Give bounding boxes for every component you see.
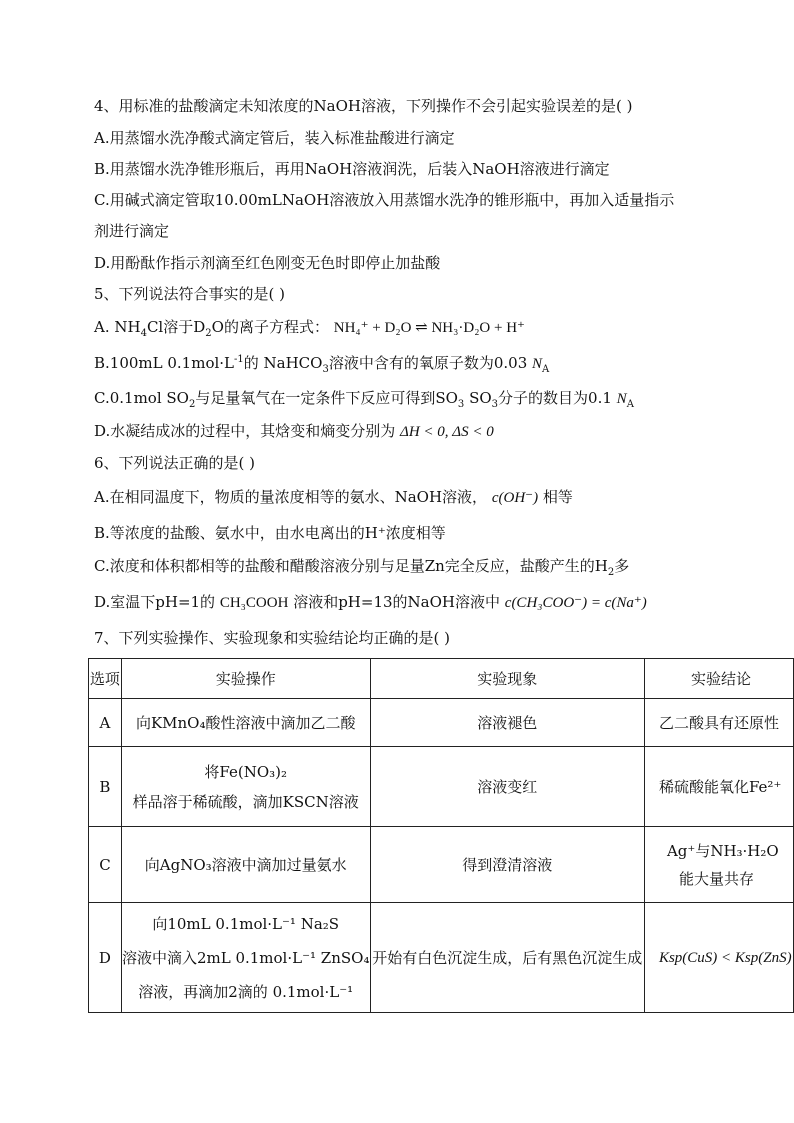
q4-option-d: D.用酚酞作指示剂滴至红色刚变无色时即停止加盐酸 [94, 254, 441, 272]
header-option: 选项 [89, 659, 122, 699]
q7-stem: 7、下列实验操作、实验现象和实验结论均正确的是( ) [94, 629, 451, 647]
q4-option-b: B.用蒸馏水洗净锥形瓶后，再用NaOH溶液润洗，后装入NaOH溶液进行滴定 [94, 160, 610, 178]
q6-a-equation: c(OH⁻) [491, 490, 539, 506]
q6-option-a: A.在相同温度下，物质的量浓度相等的氨水、NaOH溶液， c(OH⁻) 相等 [94, 488, 573, 506]
q6-option-c: C.浓度和体积都相等的盐酸和醋酸溶液分别与足量Zn完全反应，盐酸产生的$H_2$多 [94, 557, 630, 578]
q4-option-c: C.用碱式滴定管取10.00mLNaOH溶液放入用蒸馏水洗净的锥形瓶中，再加入适量指示 [94, 191, 675, 209]
q6-d-equation: c(CH₃COO⁻) = c(Na⁺) [504, 595, 647, 611]
q7-table [88, 658, 794, 1013]
table-row: B 将Fe(NO₃)₂ 样品溶于稀硫酸，滴加KSCN溶液 溶液变红 稀硫酸能氧化Fe²⁺ [89, 747, 794, 827]
q5-stem: 5、下列说法符合事实的是( ) [94, 285, 286, 303]
q6-option-b: B.等浓度的盐酸、氨水中，由水电离出的H⁺浓度相等 [94, 524, 446, 542]
header-phenomenon: 实验现象 [370, 659, 644, 699]
table-row: C 向AgNO₃溶液中滴加过量氨水 得到澄清溶液 Ag⁺与NH₃·H₂O 能大量共存 [89, 827, 794, 903]
q5-option-b: B.100mL $0.1mol\cdot L^{-1}$的 NaHCO$_3$溶液中含有的氧原子数为0.03 $N_A$ [94, 354, 550, 375]
q4-stem: 4、用标准的盐酸滴定未知浓度的NaOH溶液，下列操作不会引起实验误差的是( ) [94, 97, 633, 115]
q5-option-d: D.水凝结成冰的过程中，其焓变和熵变分别为 ΔH < 0, ΔS < 0 [94, 422, 494, 440]
q4-option-a: A.用蒸馏水洗净酸式滴定管后，装入标准盐酸进行滴定 [94, 129, 455, 147]
table-row: A 向KMnO₄酸性溶液中滴加乙二酸 溶液褪色 乙二酸具有还原性 [89, 699, 794, 747]
table-row: D 向10mL 0.1mol·L⁻¹ Na₂S 溶液中滴入2mL 0.1mol·L⁻¹ ZnSO₄ 溶液，再滴加2滴的 0.1mol·L⁻¹ 开始有白色沉淀生成，后有黑色沉淀生成 Ksp(CuS) < Ksp(ZnS) [89, 903, 794, 1013]
q6-stem: 6、下列说法正确的是( ) [94, 454, 256, 472]
q5-option-a: A. $NH_4Cl$溶于$D_2O$的离子方程式： NH₄⁺ + D₂O ⇌ NH₃·D₂O + H⁺ [94, 318, 525, 339]
q6-option-d: D.室温下pH=1的 CH₃COOH 溶液和pH=13的NaOH溶液中 c(CH₃COO⁻) = c(Na⁺) [94, 593, 647, 611]
q4-option-c-cont: 剂进行滴定 [94, 222, 170, 240]
q5-option-c: C.0.1mol $SO_2$与足量氧气在一定条件下反应可得到$SO_3$ $SO_3$分子的数目为0.1 $N_A$ [94, 389, 634, 410]
table-header-row [89, 659, 794, 699]
header-conclusion: 实验结论 [644, 659, 793, 699]
q5-a-equation: NH₄⁺ + D₂O ⇌ NH₃·D₂O + H⁺ [333, 320, 525, 336]
header-operation: 实验操作 [121, 659, 370, 699]
q5-d-equation: ΔH < 0, ΔS < 0 [400, 424, 494, 440]
